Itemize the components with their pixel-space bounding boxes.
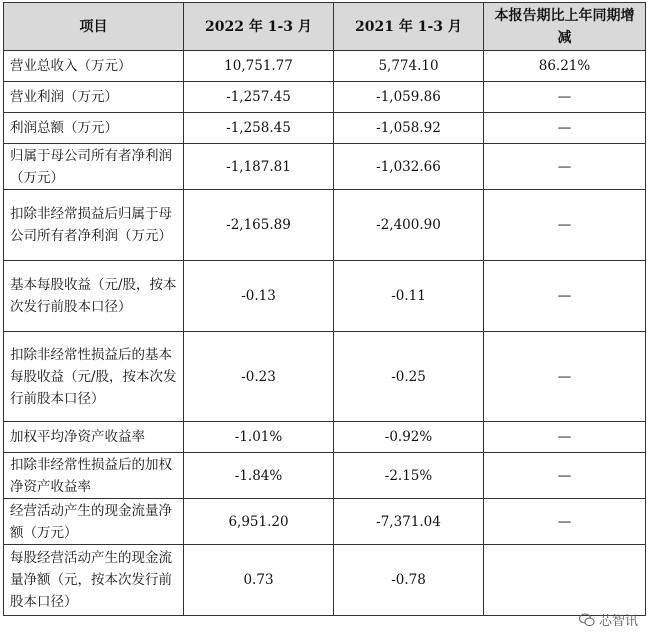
value-change	[484, 545, 646, 616]
value-2022: 6,951.20	[184, 499, 334, 545]
financial-table	[3, 2, 646, 616]
header-item: 项目	[4, 3, 184, 51]
value-2022: -1,258.45	[184, 113, 334, 144]
table-row	[4, 113, 646, 144]
value-2022: -1,257.45	[184, 82, 334, 113]
value-2022: -0.23	[184, 332, 334, 422]
row-label: 每股经营活动产生的现金流量净额（元，按本次发行前股本口径）	[4, 545, 184, 616]
value-change: 86.21%	[484, 51, 646, 82]
value-change: —	[484, 82, 646, 113]
value-2021: -0.25	[334, 332, 484, 422]
row-label: 扣除非经常损益后归属于母公司所有者净利润（万元）	[4, 190, 184, 261]
value-2021: -1,032.66	[334, 144, 484, 190]
watermark-text: 芯智讯	[598, 614, 638, 629]
value-2021: -1,059.86	[334, 82, 484, 113]
value-2022: -2,165.89	[184, 190, 334, 261]
value-2022: -1,187.81	[184, 144, 334, 190]
header-change: 本报告期比上年同期增减	[484, 3, 646, 51]
table-row	[4, 261, 646, 332]
table-row	[4, 144, 646, 190]
row-label: 基本每股收益（元/股，按本次发行前股本口径）	[4, 261, 184, 332]
value-2022: 10,751.77	[184, 51, 334, 82]
row-label: 营业利润（万元）	[4, 82, 184, 113]
value-change: —	[484, 190, 646, 261]
value-change: —	[484, 499, 646, 545]
value-2022: -0.13	[184, 261, 334, 332]
value-2021: -7,371.04	[334, 499, 484, 545]
value-2022: -1.84%	[184, 453, 334, 499]
value-2022: 0.73	[184, 545, 334, 616]
value-2021: -0.11	[334, 261, 484, 332]
table-row	[4, 453, 646, 499]
watermark	[579, 610, 638, 629]
value-2021: -2.15%	[334, 453, 484, 499]
row-label: 扣除非经常性损益后的加权净资产收益率	[4, 453, 184, 499]
value-2021: -0.78	[334, 545, 484, 616]
value-change: —	[484, 453, 646, 499]
header-2021: 2021 年 1-3 月	[334, 3, 484, 51]
table-row	[4, 545, 646, 616]
value-change: —	[484, 113, 646, 144]
wechat-icon	[579, 613, 595, 627]
value-2022: -1.01%	[184, 422, 334, 453]
table-row	[4, 51, 646, 82]
row-label: 归属于母公司所有者净利润（万元）	[4, 144, 184, 190]
table-row	[4, 82, 646, 113]
table-row	[4, 422, 646, 453]
table-row	[4, 499, 646, 545]
row-label: 加权平均净资产收益率	[4, 422, 184, 453]
table-row	[4, 332, 646, 422]
value-change: —	[484, 261, 646, 332]
value-change: —	[484, 144, 646, 190]
row-label: 经营活动产生的现金流量净额（万元）	[4, 499, 184, 545]
value-2021: -0.92%	[334, 422, 484, 453]
header-2022: 2022 年 1-3 月	[184, 3, 334, 51]
table-row	[4, 190, 646, 261]
value-change: —	[484, 332, 646, 422]
value-change: —	[484, 422, 646, 453]
row-label: 利润总额（万元）	[4, 113, 184, 144]
value-2021: 5,774.10	[334, 51, 484, 82]
row-label: 扣除非经常性损益后的基本每股收益（元/股，按本次发行前股本口径）	[4, 332, 184, 422]
row-label: 营业总收入（万元）	[4, 51, 184, 82]
header-row	[4, 3, 646, 51]
value-2021: -1,058.92	[334, 113, 484, 144]
value-2021: -2,400.90	[334, 190, 484, 261]
